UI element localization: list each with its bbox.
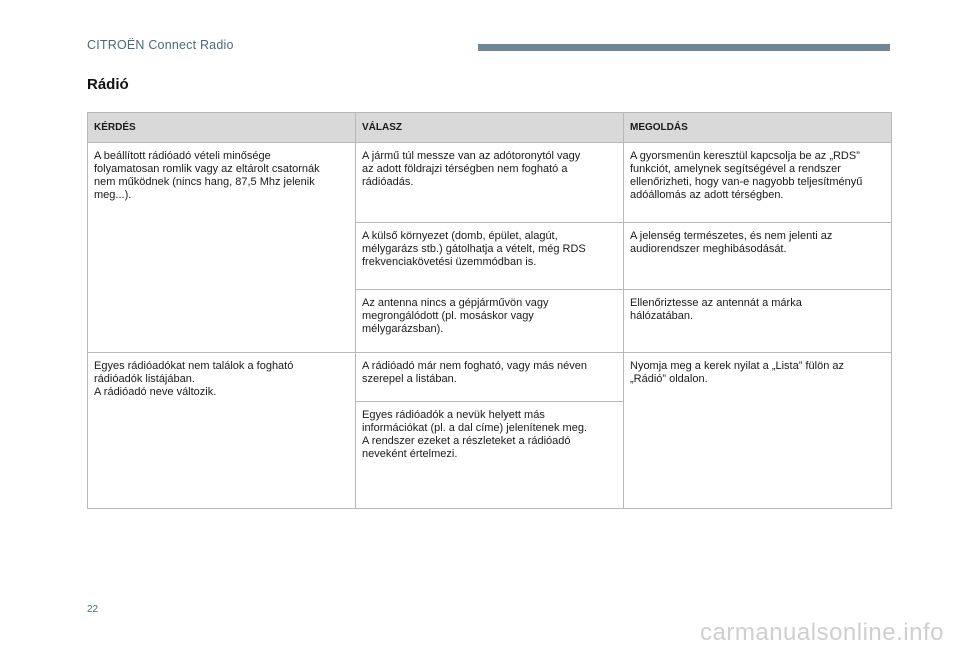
- document-header-title: CITROËN Connect Radio: [87, 38, 234, 52]
- watermark: carmanualsonline.info: [700, 619, 944, 646]
- solution-cell: A gyorsmenün keresztül kapcsolja be az „RDS” funkciót, amelynek segítségével a rendszer ellenőrizheti, hogy van-e nagyobb teljesítményű adóállomás az adott térségben.: [624, 143, 892, 223]
- column-header-answer: VÁLASZ: [356, 113, 624, 143]
- column-header-solution: MEGOLDÁS: [624, 113, 892, 143]
- answer-cell: A külső környezet (domb, épület, alagút, mélygarázs stb.) gátolhatja a vételt, még RDS frekvenciakövetési üzemmódban is.: [356, 223, 624, 290]
- solution-cell: Ellenőriztesse az antennát a márka hálózatában.: [624, 290, 892, 353]
- troubleshooting-table: [87, 112, 892, 509]
- table-row: [88, 353, 892, 402]
- table-header-row: [88, 113, 892, 143]
- page-number: 22: [87, 604, 99, 615]
- solution-cell: Nyomja meg a kerek nyilat a „Lista” fülön az „Rádió” oldalon.: [624, 353, 892, 509]
- question-cell: A beállított rádióadó vételi minősége folyamatosan romlik vagy az eltárolt csatornák nem működnek (nincs hang, 87,5 Mhz jelenik meg...).: [88, 143, 356, 353]
- table-row: [88, 143, 892, 223]
- answer-cell: Egyes rádióadók a nevük helyett más információkat (pl. a dal címe) jelenítenek meg. A rendszer ezeket a részleteket a rádióadó neveként értelmezi.: [356, 402, 624, 509]
- answer-cell: Az antenna nincs a gépjárművön vagy megrongálódott (pl. mosáskor vagy mélygarázsban).: [356, 290, 624, 353]
- header-bar: [478, 44, 890, 51]
- column-header-question: KÉRDÉS: [88, 113, 356, 143]
- question-cell: Egyes rádióadókat nem találok a fogható rádióadók listájában. A rádióadó neve változik.: [88, 353, 356, 509]
- answer-cell: A rádióadó már nem fogható, vagy más néven szerepel a listában.: [356, 353, 624, 402]
- section-title: Rádió: [87, 76, 129, 94]
- answer-cell: A jármű túl messze van az adótoronytól vagy az adott földrajzi térségben nem fogható a rádióadás.: [356, 143, 624, 223]
- solution-cell: A jelenség természetes, és nem jelenti az audiorendszer meghibásodását.: [624, 223, 892, 290]
